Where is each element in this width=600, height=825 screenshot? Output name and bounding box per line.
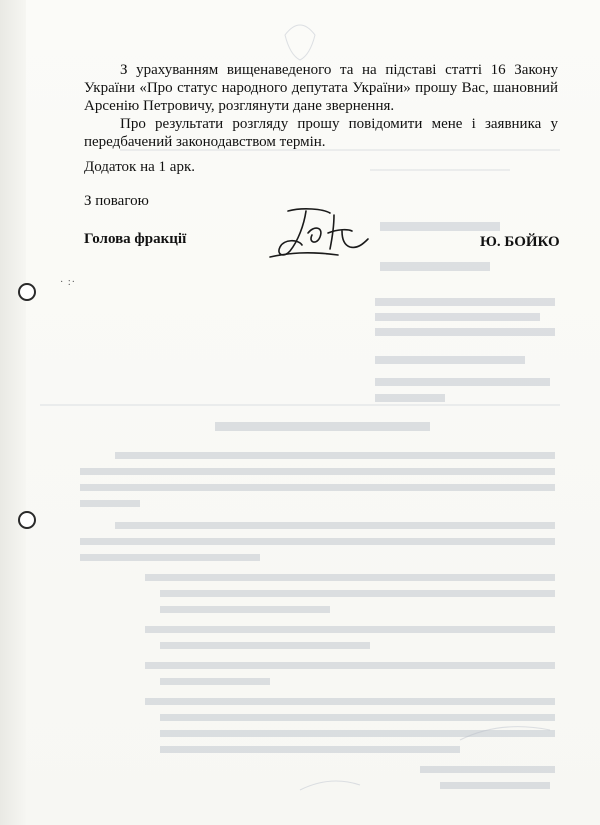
page-fold-shadow <box>0 0 26 825</box>
letter-paragraph-request: З урахуванням вищенаведеного та на підставі статті 16 Закону України «Про статус народного депутата України» прошу Вас, шановний Арсенію Петровичу, розглянути дане звернення. <box>84 62 558 114</box>
scan-specks: · :· <box>60 277 76 288</box>
closing-phrase: З повагою <box>84 193 149 209</box>
punch-hole-top <box>18 283 36 301</box>
letter-paragraph-response: Про результати розгляду прошу повідомити мене і заявника у передбачений законодавством термін. <box>84 116 558 150</box>
handwritten-signature <box>268 203 378 263</box>
attachment-note: Додаток на 1 арк. <box>84 159 195 175</box>
punch-hole-bottom <box>18 511 36 529</box>
signatory-name: Ю. БОЙКО <box>480 234 560 250</box>
signatory-position: Голова фракції <box>84 231 187 247</box>
